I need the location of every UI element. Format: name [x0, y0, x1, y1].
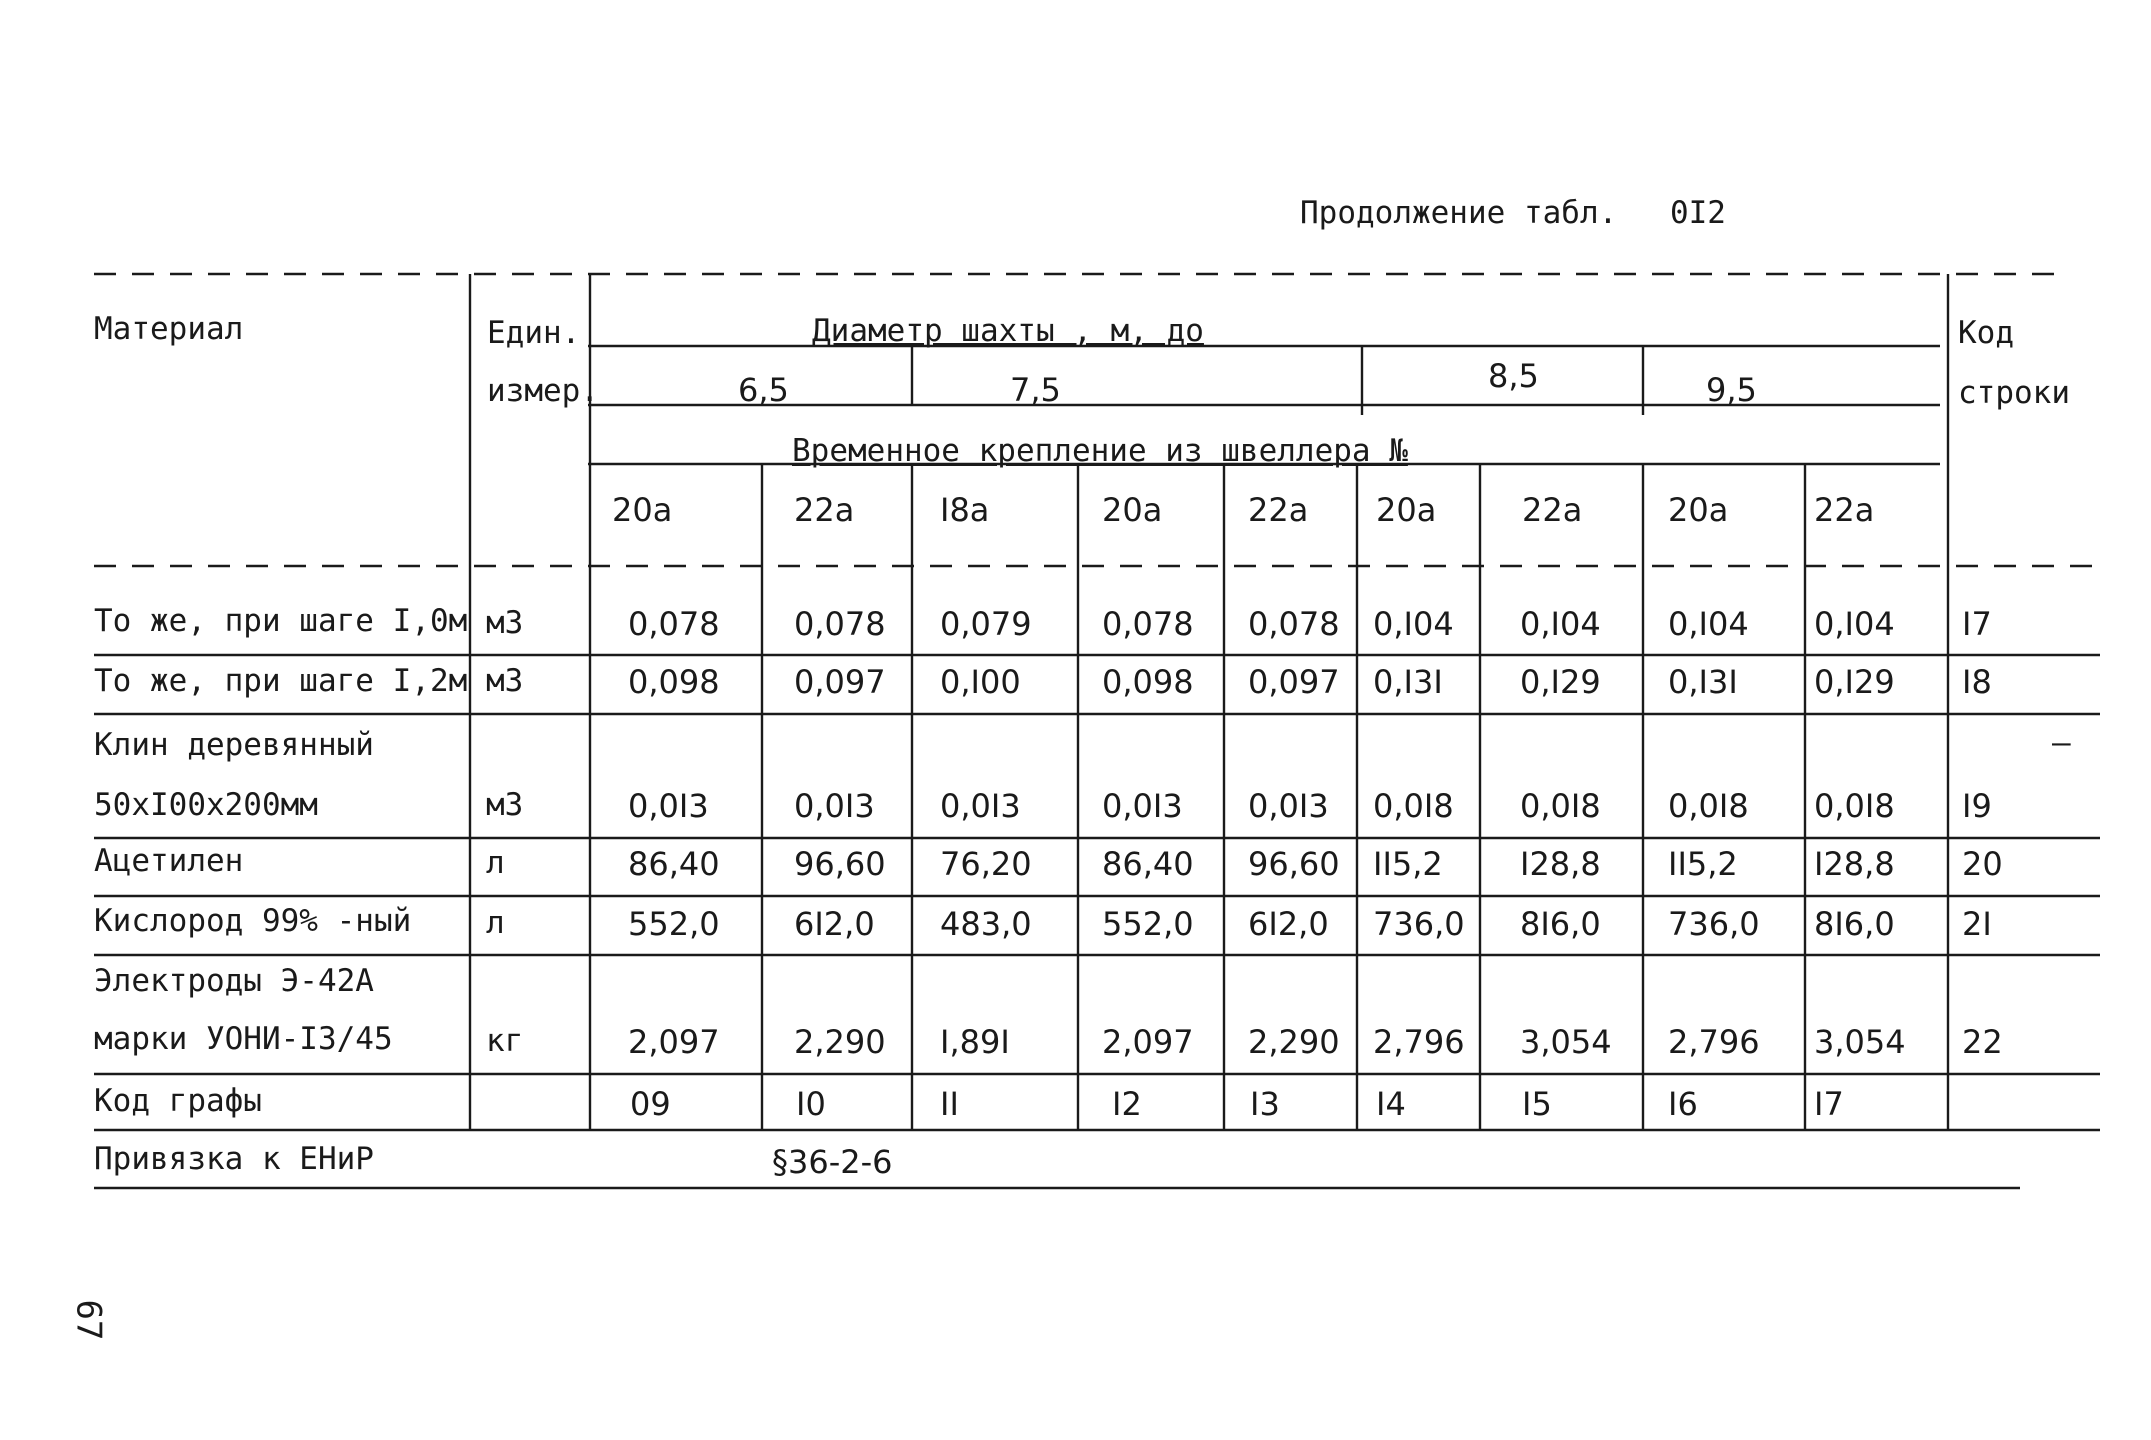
row-value-col-5: 0,097	[1248, 663, 1340, 701]
row-value-col-1: 0,098	[628, 663, 720, 701]
caption-label: Продолжение табл.	[1300, 195, 1618, 231]
row-value-col-8: 0,I3I	[1668, 663, 1738, 701]
row-value-col-8: II5,2	[1668, 845, 1738, 883]
row-unit: м3	[486, 663, 524, 699]
row-value-col-7: 0,I04	[1520, 605, 1601, 643]
row-value-col-8: 0,I04	[1668, 605, 1749, 643]
row-value-col-8: 2,796	[1668, 1023, 1760, 1061]
row-code: I8	[1962, 663, 1992, 701]
page-number: 67	[68, 1299, 109, 1341]
row-code: 2I	[1962, 905, 1992, 943]
row-value-col-9: 0,I29	[1814, 663, 1895, 701]
diameter-9-5: 9,5	[1706, 371, 1757, 409]
row-unit: л	[486, 905, 505, 941]
diameter-7-5: 7,5	[1010, 371, 1061, 409]
row-value-col-3: 0,079	[940, 605, 1032, 643]
profile-col-8: 20а	[1668, 491, 1729, 529]
row-code: 22	[1962, 1023, 2003, 1061]
profile-col-6: 20а	[1376, 491, 1437, 529]
row-code: I9	[1962, 787, 1992, 825]
header-diameter: Диаметр шахты , м, до	[812, 313, 1204, 349]
row-value-col-6: 736,0	[1373, 905, 1465, 943]
row-unit: кг	[486, 1023, 524, 1059]
column-code-7: I5	[1522, 1085, 1552, 1123]
row-value-col-4: 0,098	[1102, 663, 1194, 701]
row-material-name: Электроды Э-42А	[94, 963, 374, 999]
row-value-col-2: 0,097	[794, 663, 886, 701]
row-value-col-8: 736,0	[1668, 905, 1760, 943]
row-value-col-1: 552,0	[628, 905, 720, 943]
row-material-name: Ацетилен	[94, 843, 244, 879]
row-value-col-4: 86,40	[1102, 845, 1194, 883]
row-value-col-6: 2,796	[1373, 1023, 1465, 1061]
row-value-col-6: 0,0I8	[1373, 787, 1454, 825]
row-value-col-4: 0,0I3	[1102, 787, 1183, 825]
profile-col-3: I8а	[940, 491, 990, 529]
row-material-name: Кислород 99% -ный	[94, 903, 412, 939]
header-unit-line2: измер.	[487, 373, 599, 409]
row-value-col-1: 2,097	[628, 1023, 720, 1061]
row-material-name: Клин деревянный	[94, 727, 374, 763]
header-code-line1: Код	[1958, 315, 2014, 351]
diameter-6-5: 6,5	[738, 371, 789, 409]
row-value-col-2: 0,078	[794, 605, 886, 643]
enir-label: Привязка к ЕНиР	[94, 1141, 374, 1177]
row-value-col-6: II5,2	[1373, 845, 1443, 883]
diameter-8-5: 8,5	[1488, 357, 1539, 395]
column-code-4: I2	[1112, 1085, 1142, 1123]
column-code-3: II	[940, 1085, 959, 1123]
header-material: Материал	[94, 311, 244, 347]
row-value-col-1: 0,0I3	[628, 787, 709, 825]
column-code-9: I7	[1814, 1085, 1844, 1123]
column-code-6: I4	[1376, 1085, 1406, 1123]
row-value-col-6: 0,I04	[1373, 605, 1454, 643]
row-value-col-7: I28,8	[1520, 845, 1601, 883]
column-code-2: I0	[796, 1085, 826, 1123]
profile-col-4: 20а	[1102, 491, 1163, 529]
row-value-col-9: 0,0I8	[1814, 787, 1895, 825]
row-value-col-8: 0,0I8	[1668, 787, 1749, 825]
column-code-8: I6	[1668, 1085, 1698, 1123]
row-code: 20	[1962, 845, 2003, 883]
profile-col-1: 20а	[612, 491, 673, 529]
row-value-col-7: 3,054	[1520, 1023, 1612, 1061]
row-value-col-1: 86,40	[628, 845, 720, 883]
column-codes-label: Код графы	[94, 1083, 262, 1119]
profile-col-5: 22а	[1248, 491, 1309, 529]
row-material-name: То же, при шаге I,0м	[94, 603, 468, 639]
row-value-col-9: 3,054	[1814, 1023, 1906, 1061]
profile-col-2: 22а	[794, 491, 855, 529]
row-value-col-3: 0,0I3	[940, 787, 1021, 825]
row-value-col-5: 2,290	[1248, 1023, 1340, 1061]
row-value-col-7: 0,0I8	[1520, 787, 1601, 825]
row-value-col-7: 0,I29	[1520, 663, 1601, 701]
row-value-col-4: 552,0	[1102, 905, 1194, 943]
row-unit: м3	[486, 605, 524, 641]
column-code-1: 09	[630, 1085, 671, 1123]
row-code: I7	[1962, 605, 1992, 643]
header-code-line2: строки	[1958, 375, 2070, 411]
row-unit: л	[486, 845, 505, 881]
row-value-col-5: 0,078	[1248, 605, 1340, 643]
margin-dash: –	[2052, 725, 2071, 761]
row-value-col-9: 8I6,0	[1814, 905, 1895, 943]
row-value-col-9: I28,8	[1814, 845, 1895, 883]
row-unit: м3	[486, 787, 524, 823]
row-value-col-4: 2,097	[1102, 1023, 1194, 1061]
row-value-col-2: 6I2,0	[794, 905, 875, 943]
row-value-col-1: 0,078	[628, 605, 720, 643]
row-material-name-line2: марки УОНИ-I3/45	[94, 1021, 393, 1057]
row-value-col-2: 2,290	[794, 1023, 886, 1061]
row-value-col-2: 0,0I3	[794, 787, 875, 825]
row-value-col-7: 8I6,0	[1520, 905, 1601, 943]
row-value-col-5: 6I2,0	[1248, 905, 1329, 943]
row-value-col-6: 0,I3I	[1373, 663, 1443, 701]
row-value-col-3: I,89I	[940, 1023, 1010, 1061]
profile-col-9: 22а	[1814, 491, 1875, 529]
header-fastening: Временное крепление из швеллера №	[792, 433, 1408, 469]
row-material-name: То же, при шаге I,2м	[94, 663, 468, 699]
column-code-5: I3	[1250, 1085, 1280, 1123]
row-value-col-3: 0,I00	[940, 663, 1021, 701]
row-value-col-5: 96,60	[1248, 845, 1340, 883]
row-value-col-5: 0,0I3	[1248, 787, 1329, 825]
row-value-col-9: 0,I04	[1814, 605, 1895, 643]
row-value-col-3: 76,20	[940, 845, 1032, 883]
profile-col-7: 22а	[1522, 491, 1583, 529]
header-unit-line1: Един.	[487, 315, 581, 351]
row-material-name-line2: 50хI00х200мм	[94, 787, 318, 823]
row-value-col-4: 0,078	[1102, 605, 1194, 643]
row-value-col-3: 483,0	[940, 905, 1032, 943]
row-value-col-2: 96,60	[794, 845, 886, 883]
enir-value: §36-2-6	[772, 1143, 893, 1181]
caption-number: 0I2	[1669, 195, 1726, 231]
